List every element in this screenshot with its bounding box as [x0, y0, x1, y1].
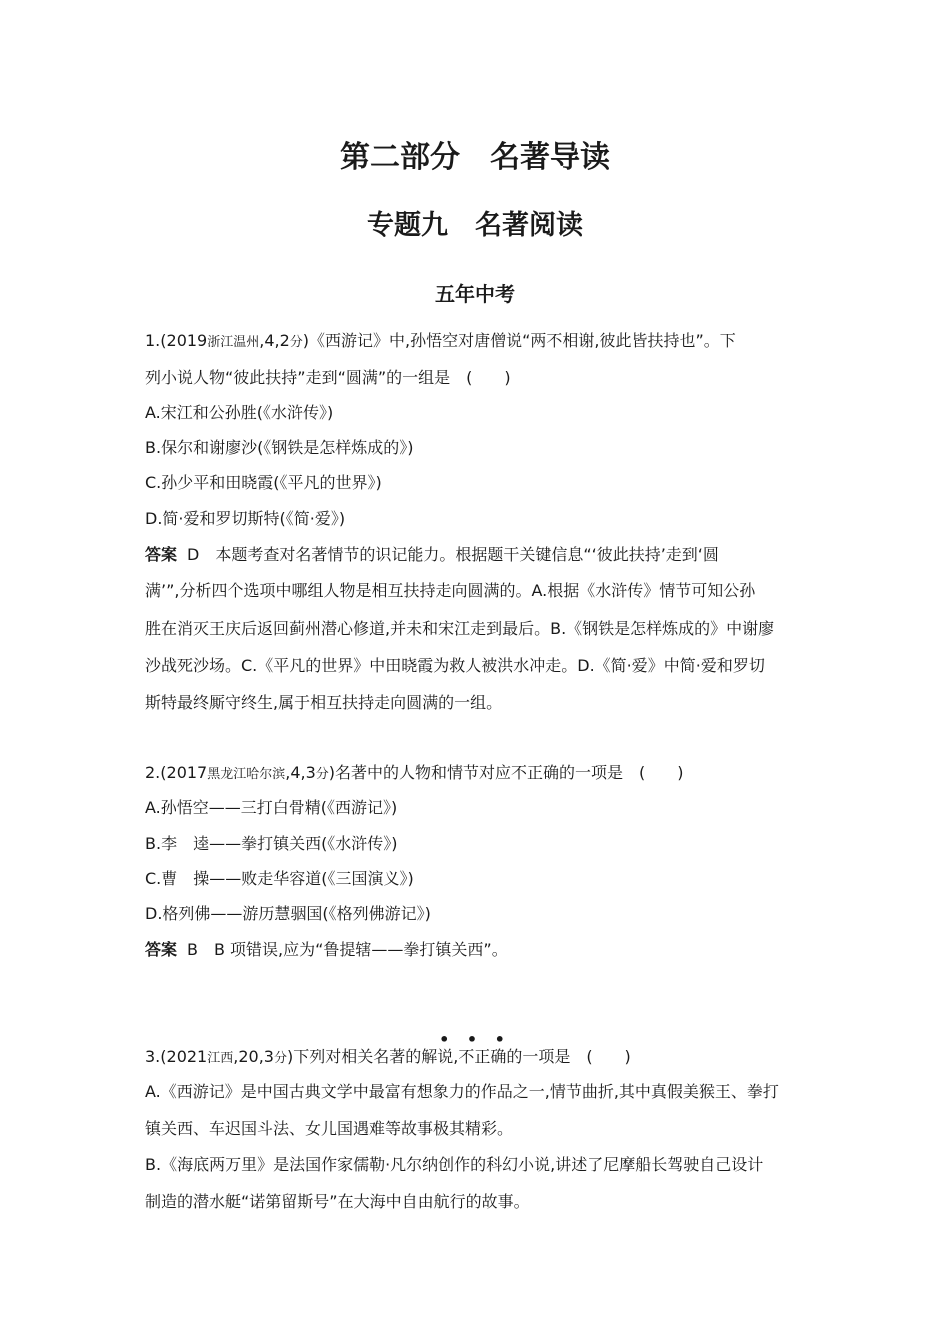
q2-answer — [145, 940, 810, 960]
q3-option-a-line1: A.《西游记》是中国古典文学中最富有想象力的作品之一,情节曲折,其中真假美猴王、拳打 — [145, 1082, 779, 1101]
q2-stem-text: )名著中的人物和情节对应不正确的一项是 ( ) — [328, 763, 684, 782]
q1-option-a: A.宋江和公孙胜(《水浒传》) — [145, 403, 334, 422]
q1-source: 浙江温州 — [207, 335, 260, 350]
q1-stem-text: )《西游记》中,孙悟空对唐僧说“两不相谢,彼此皆扶持也”。下 — [302, 331, 736, 350]
q1-answer-line5: 斯特最终厮守终生,属于相互扶持走向圆满的一组。 — [145, 693, 503, 712]
q3-source: 江西 — [207, 1051, 234, 1066]
q2-unit: 分 — [315, 767, 329, 782]
section-title: 五年中考 — [435, 282, 515, 306]
q2-meta: ,4,3 — [285, 763, 316, 782]
section-separator: • • • — [439, 1030, 511, 1049]
q3-number: 3.(2021 — [145, 1047, 208, 1066]
q1-number: 1.(2019 — [145, 331, 208, 350]
q3-stem-text: )下列对相关名著的解说,不正确的一项是 ( ) — [286, 1047, 631, 1066]
q3-option-a-line2: 镇关西、车迟国斗法、女儿国遇难等故事极其精彩。 — [145, 1119, 514, 1138]
q1-stem-line2: 列小说人物“彼此扶持”走到“圆满”的一组是 ( ) — [145, 368, 511, 387]
q3-stem — [145, 1047, 810, 1069]
part-title: 第二部分 名著导读 — [340, 140, 610, 175]
q1-option-c: C.孙少平和田晓霞(《平凡的世界》) — [145, 473, 382, 492]
q2-answer-label: 答案 — [145, 940, 178, 959]
q2-option-c: C.曹 操——败走华容道(《三国演义》) — [145, 869, 414, 888]
q2-option-d: D.格列佛——游历慧骃国(《格列佛游记》) — [145, 904, 431, 923]
q2-stem — [145, 763, 810, 785]
q1-unit: 分 — [289, 335, 303, 350]
q1-option-d: D.简·爱和罗切斯特(《简·爱》) — [145, 509, 346, 528]
q1-answer-line4: 沙战死沙场。C.《平凡的世界》中田晓霞为救人被洪水冲走。D.《简·爱》中简·爱和罗切 — [145, 656, 765, 675]
topic-title: 专题九 名著阅读 — [367, 210, 583, 241]
q2-source: 黑龙江哈尔滨 — [207, 767, 286, 782]
q1-answer-line2: 满’”,分析四个选项中哪组人物是相互扶持走向圆满的。A.根据《水浒传》情节可知公孙 — [145, 581, 756, 600]
q2-option-b: B.李 逵——拳打镇关西(《水浒传》) — [145, 834, 398, 853]
q3-option-b-line1: B.《海底两万里》是法国作家儒勒·凡尔纳创作的科幻小说,讲述了尼摩船长驾驶自己设计 — [145, 1155, 764, 1174]
q2-option-a: A.孙悟空——三打白骨精(《西游记》) — [145, 798, 398, 817]
q1-answer-line3: 胜在消灭王庆后返回蓟州潜心修道,并未和宋江走到最后。B.《钢铁是怎样炼成的》中谢廖 — [145, 619, 775, 638]
q1-option-b: B.保尔和谢廖沙(《钢铁是怎样炼成的》) — [145, 438, 414, 457]
q1-meta: ,4,2 — [259, 331, 290, 350]
q3-option-b-line2: 制造的潜水艇“诺第留斯号”在大海中自由航行的故事。 — [145, 1192, 530, 1211]
q1-stem-line1 — [145, 331, 810, 353]
q2-number: 2.(2017 — [145, 763, 208, 782]
q3-meta: ,20,3 — [233, 1047, 274, 1066]
q1-answer-text: D 本题考查对名著情节的识记能力。根据题干关键信息“‘彼此扶持’走到‘圆 — [187, 545, 719, 564]
q1-answer-label: 答案 — [145, 545, 178, 564]
q1-answer-line1 — [145, 545, 810, 565]
q2-answer-text: B B 项错误,应为“鲁提辖——拳打镇关西”。 — [187, 940, 508, 959]
q3-unit: 分 — [273, 1051, 287, 1066]
